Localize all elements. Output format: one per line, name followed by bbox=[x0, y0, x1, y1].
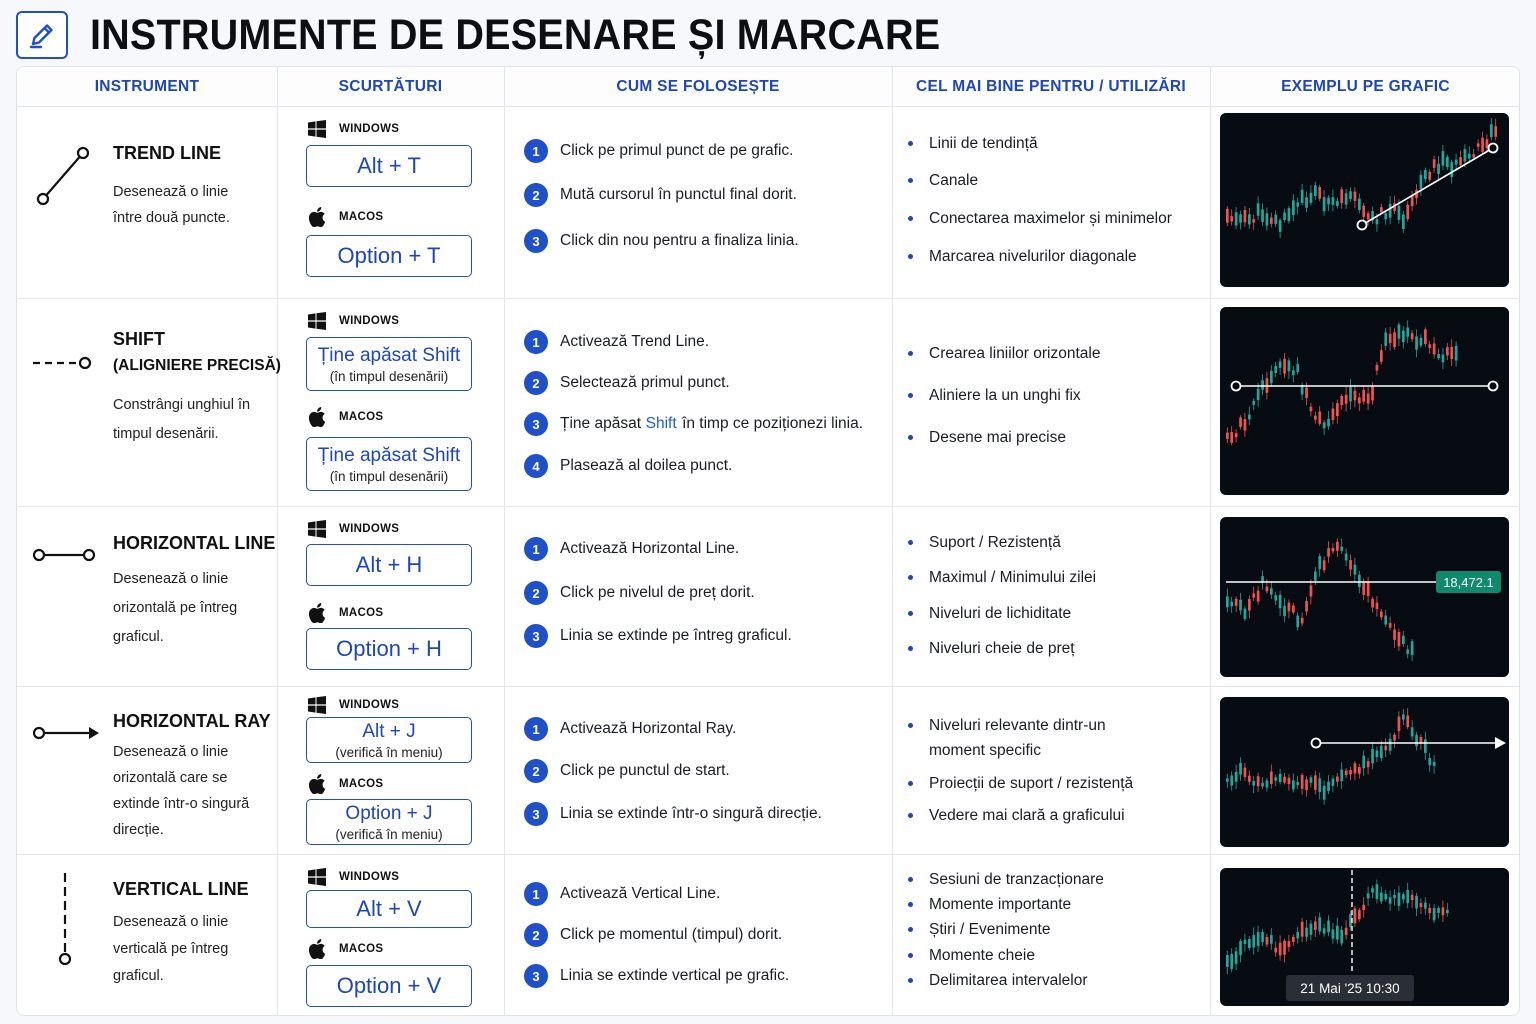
apple-icon bbox=[307, 774, 327, 794]
use-item: Linii de tendință bbox=[908, 131, 1038, 156]
windows-shortcut-key[interactable]: Alt + T bbox=[306, 145, 472, 187]
use-item: Niveluri cheie de preț bbox=[908, 636, 1075, 661]
windows-shortcut-key[interactable]: Alt + H bbox=[306, 544, 472, 586]
use-item: Canale bbox=[908, 168, 978, 193]
tool-name-subtitle: (ALIGNIERE PRECISĂ) bbox=[113, 357, 281, 374]
best-for-cell bbox=[892, 855, 1210, 1016]
usage-cell bbox=[504, 687, 892, 854]
chart-example-shift bbox=[1220, 307, 1509, 495]
os-windows-label: WINDOWS bbox=[307, 695, 399, 715]
use-item: Niveluri relevante dintr-un moment specific bbox=[908, 713, 1128, 763]
shortcuts-cell bbox=[277, 507, 504, 686]
usage-cell bbox=[504, 507, 892, 686]
tool-description: Desenează o linie verticală pe întreg graficul. bbox=[113, 914, 229, 984]
use-item: Momente cheie bbox=[908, 943, 1035, 968]
instrument-cell bbox=[17, 299, 281, 506]
candles bbox=[1226, 320, 1458, 445]
table-row-horizontal-line bbox=[17, 507, 1519, 687]
os-windows-label: WINDOWS bbox=[307, 867, 399, 887]
page-header bbox=[16, 10, 1014, 60]
horizontal-ray-icon bbox=[33, 721, 103, 745]
step-2: 2 Click pe punctul de start. bbox=[524, 759, 730, 783]
use-item: Sesiuni de tranzacționare bbox=[908, 867, 1104, 892]
tool-name: HORIZONTAL LINE bbox=[113, 533, 276, 553]
step-1: 1 Activează Horizontal Ray. bbox=[524, 717, 736, 741]
use-item: Conectarea maximelor și minimelor bbox=[908, 206, 1172, 231]
use-item: Proiecții de suport / rezistență bbox=[908, 771, 1133, 796]
os-windows-label: WINDOWS bbox=[307, 311, 399, 331]
table-row-trend-line bbox=[17, 107, 1519, 299]
header-best-for: CEL MAI BINE PENTRU / UTILIZĂRI bbox=[916, 78, 1186, 95]
macos-shortcut-key[interactable]: Option + J (verifică în meniu) bbox=[306, 799, 472, 845]
header-chart-example: EXEMPLU PE GRAFIC bbox=[1281, 78, 1450, 95]
use-item: Maximul / Minimului zilei bbox=[908, 565, 1096, 590]
macos-shortcut-key[interactable]: Option + T bbox=[306, 235, 472, 277]
step-3: 3 Linia se extinde pe întreg graficul. bbox=[524, 624, 792, 648]
shortcuts-cell bbox=[277, 855, 504, 1016]
windows-icon bbox=[307, 867, 327, 887]
windows-icon bbox=[307, 119, 327, 139]
use-item: Vedere mai clară a graficului bbox=[908, 803, 1125, 828]
os-macos-label: MACOS bbox=[307, 603, 383, 623]
use-item: Marcarea nivelurilor diagonale bbox=[908, 244, 1137, 269]
windows-shortcut-key[interactable]: Ține apăsat Shift (în timpul desenării) bbox=[306, 337, 472, 391]
step-4: 4 Plasează al doilea punct. bbox=[524, 454, 732, 478]
shift-dashed-line-icon bbox=[33, 351, 97, 375]
chart-example-cell bbox=[1210, 687, 1520, 854]
best-for-cell bbox=[892, 687, 1210, 854]
table-row-vertical-line bbox=[17, 855, 1519, 1016]
os-macos-label: MACOS bbox=[307, 939, 383, 959]
use-item: Delimitarea intervalelor bbox=[908, 968, 1088, 993]
tool-name: VERTICAL LINE bbox=[113, 879, 249, 899]
usage-cell bbox=[504, 299, 892, 506]
vertical-line-icon bbox=[53, 869, 77, 965]
use-item: Aliniere la un unghi fix bbox=[908, 383, 1081, 408]
chart-example-cell bbox=[1210, 107, 1520, 298]
os-windows-label: WINDOWS bbox=[307, 119, 399, 139]
step-3: 3 Linia se extinde vertical pe grafic. bbox=[524, 964, 789, 988]
tool-name: TREND LINE bbox=[113, 143, 221, 163]
table-row-horizontal-ray bbox=[17, 687, 1519, 855]
use-item: Niveluri de lichiditate bbox=[908, 601, 1071, 626]
page-title: INSTRUMENTE DE DESENARE ȘI MARCARE bbox=[90, 10, 941, 59]
chart-example-cell bbox=[1210, 507, 1520, 686]
header-instrument: INSTRUMENT bbox=[94, 78, 200, 95]
tool-name: HORIZONTAL RAY bbox=[113, 711, 271, 731]
step-1: 1 Click pe primul punct de pe grafic. bbox=[524, 139, 793, 163]
trend-line-icon bbox=[33, 143, 93, 213]
chart-example-cell bbox=[1210, 299, 1520, 506]
apple-icon bbox=[307, 207, 327, 227]
tool-description: Constrângi unghiul în timpul desenării. bbox=[113, 397, 251, 442]
use-item: Crearea liniilor orizontale bbox=[908, 341, 1100, 366]
apple-icon bbox=[307, 407, 327, 427]
shortcuts-cell bbox=[277, 687, 504, 854]
instrument-cell bbox=[17, 855, 277, 1016]
usage-cell bbox=[504, 855, 892, 1016]
step-2: 2 Selectează primul punct. bbox=[524, 371, 730, 395]
price-label bbox=[1436, 571, 1501, 593]
use-item: Suport / Rezistență bbox=[908, 530, 1061, 555]
step-1: 1 Activează Vertical Line. bbox=[524, 882, 720, 906]
chart-example-horizontal-ray bbox=[1220, 697, 1509, 847]
shortcuts-cell bbox=[277, 299, 504, 506]
step-2: 2 Click pe nivelul de preț dorit. bbox=[524, 581, 755, 605]
step-2: 2 Mută cursorul în punctul final dorit. bbox=[524, 183, 797, 207]
tool-description: Desenează o linie între două puncte. bbox=[113, 184, 230, 226]
step-2: 2 Click pe momentul (timpul) dorit. bbox=[524, 923, 782, 947]
windows-shortcut-key[interactable]: Alt + J (verifică în meniu) bbox=[306, 717, 472, 763]
best-for-cell bbox=[892, 299, 1210, 506]
best-for-cell bbox=[892, 107, 1210, 298]
svg-text:18,472.1: 18,472.1 bbox=[1443, 575, 1494, 590]
usage-cell bbox=[504, 107, 892, 298]
tool-name: SHIFT bbox=[113, 329, 165, 349]
use-item: Știri / Evenimente bbox=[908, 917, 1050, 942]
macos-shortcut-key[interactable]: Option + V bbox=[306, 965, 472, 1007]
windows-icon bbox=[307, 519, 327, 539]
candles bbox=[1226, 708, 1436, 804]
apple-icon bbox=[307, 939, 327, 959]
shortcuts-cell bbox=[277, 107, 504, 298]
os-macos-label: MACOS bbox=[307, 774, 383, 794]
os-macos-label: MACOS bbox=[307, 407, 383, 427]
step-3: 3 Click din nou pentru a finaliza linia. bbox=[524, 229, 799, 253]
apple-icon bbox=[307, 603, 327, 623]
tools-table bbox=[16, 66, 1520, 1016]
tool-description: Desenează o linie orizontală pe întreg graficul. bbox=[113, 571, 238, 645]
os-macos-label: MACOS bbox=[307, 207, 383, 227]
best-for-cell bbox=[892, 507, 1210, 686]
pencil-icon bbox=[16, 11, 68, 59]
step-3: 3 Linia se extinde într-o singură direcție. bbox=[524, 802, 822, 826]
windows-icon bbox=[307, 695, 327, 715]
table-header bbox=[17, 67, 1519, 107]
step-1: 1 Activează Horizontal Line. bbox=[524, 537, 739, 561]
chart-example-horizontal-line bbox=[1220, 517, 1509, 677]
table-row-shift bbox=[17, 299, 1519, 507]
chart-example-vertical-line bbox=[1220, 868, 1509, 1006]
chart-example-cell bbox=[1210, 855, 1520, 1016]
horizontal-line-icon bbox=[33, 543, 97, 567]
step-3: 3 Ține apăsat Shift în timp ce poziționezi linia. bbox=[524, 412, 863, 436]
header-shortcuts: SCURTĂTURI bbox=[338, 78, 443, 95]
macos-shortcut-key[interactable]: Option + H bbox=[306, 628, 472, 670]
use-item: Momente importante bbox=[908, 892, 1071, 917]
instrument-cell bbox=[17, 687, 277, 854]
tool-description: Desenează o linie orizontală care se extinde într-o singură direcție. bbox=[113, 744, 250, 838]
instrument-cell bbox=[17, 107, 277, 298]
candles bbox=[1226, 538, 1414, 661]
windows-shortcut-key[interactable]: Alt + V bbox=[306, 890, 472, 928]
instrument-cell bbox=[17, 507, 277, 686]
time-label bbox=[1286, 975, 1414, 1001]
windows-icon bbox=[307, 311, 327, 331]
header-usage: CUM SE FOLOSEȘTE bbox=[616, 78, 780, 95]
macos-shortcut-key[interactable]: Ține apăsat Shift (în timpul desenării) bbox=[306, 437, 472, 491]
candles bbox=[1226, 880, 1449, 975]
use-item: Desene mai precise bbox=[908, 425, 1066, 450]
os-windows-label: WINDOWS bbox=[307, 519, 399, 539]
svg-text:21 Mai '25 10:30: 21 Mai '25 10:30 bbox=[1300, 981, 1400, 996]
step-1: 1 Activează Trend Line. bbox=[524, 330, 709, 354]
chart-example-trend-line bbox=[1220, 113, 1509, 287]
